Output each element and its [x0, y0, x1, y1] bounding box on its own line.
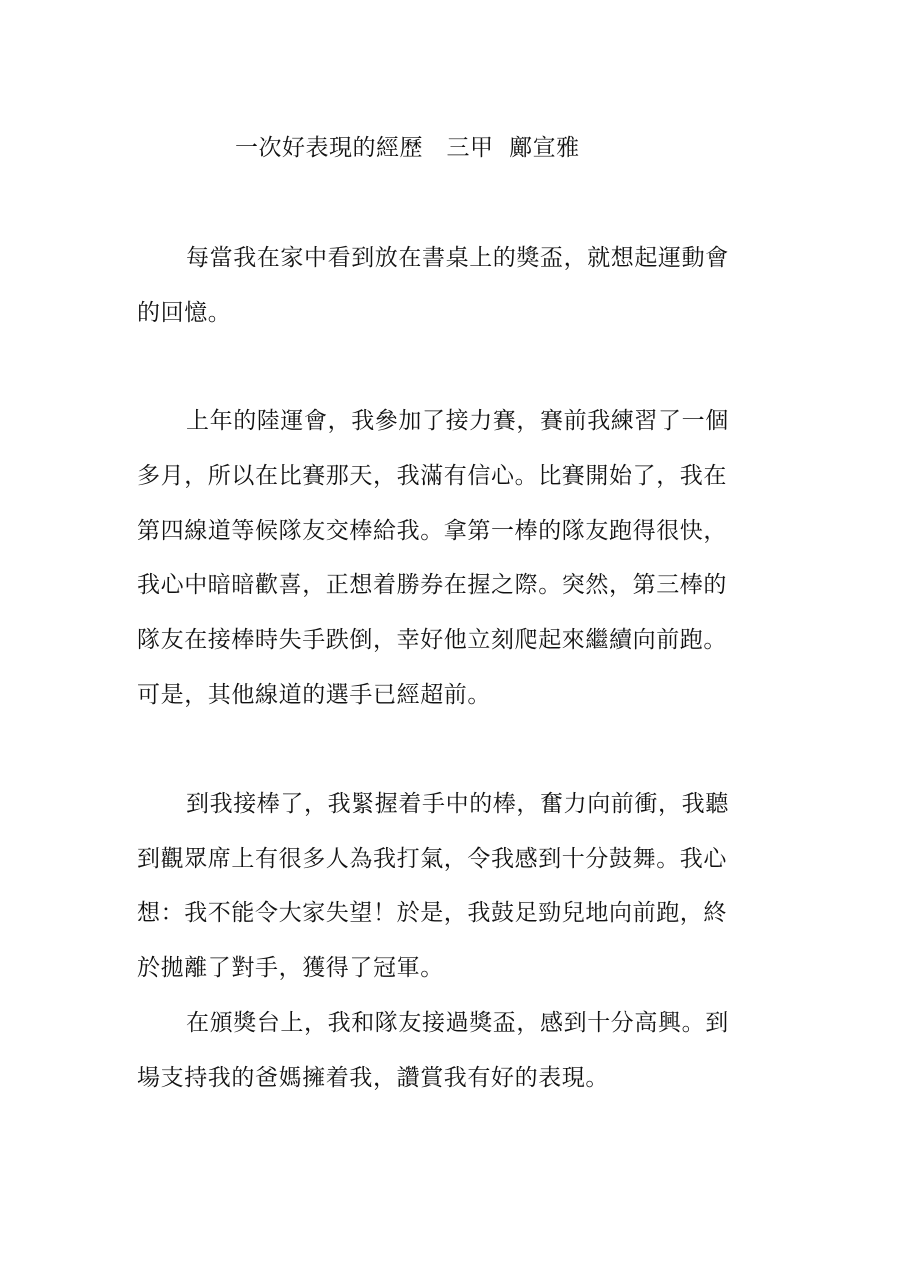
paragraph-3-line-1: 到我接棒了，我緊握着手中的棒，奮力向前衝，我聽: [186, 791, 729, 817]
paragraph-3-line-3: 想：我不能令大家失望！於是，我鼓足勁兒地向前跑，終: [137, 900, 727, 926]
essay-title: 一次好表現的經歷 三甲 鄺宣雅: [235, 135, 580, 161]
paragraph-2-line-3: 第四線道等候隊友交棒給我。拿第一棒的隊友跑得很快，: [137, 518, 727, 544]
paragraph-4-line-2: 場支持我的爸媽擁着我，讚賞我有好的表現。: [137, 1065, 609, 1091]
paragraph-4-line-1: 在頒獎台上，我和隊友接過獎盃，感到十分高興。到: [186, 1010, 729, 1036]
paragraph-2-line-4: 我心中暗暗歡喜，正想着勝券在握之際。突然，第三棒的: [137, 572, 727, 598]
paragraph-2-line-1: 上年的陸運會，我參加了接力賽，賽前我練習了一個: [186, 408, 729, 434]
paragraph-3-line-4: 於拋離了對手，獲得了冠軍。: [137, 955, 444, 981]
paragraph-2-line-6: 可是，其他線道的選手已經超前。: [137, 682, 491, 708]
paragraph-1-line-2: 的回憶。: [137, 300, 232, 326]
paragraph-2-line-2: 多月，所以在比賽那天，我滿有信心。比賽開始了，我在: [137, 463, 727, 489]
paragraph-3-line-2: 到觀眾席上有很多人為我打氣，令我感到十分鼓舞。我心: [137, 846, 727, 872]
paragraph-1-line-1: 每當我在家中看到放在書桌上的獎盃，就想起運動會: [186, 245, 729, 271]
paragraph-2-line-5: 隊友在接棒時失手跌倒，幸好他立刻爬起來繼續向前跑。: [137, 627, 727, 653]
